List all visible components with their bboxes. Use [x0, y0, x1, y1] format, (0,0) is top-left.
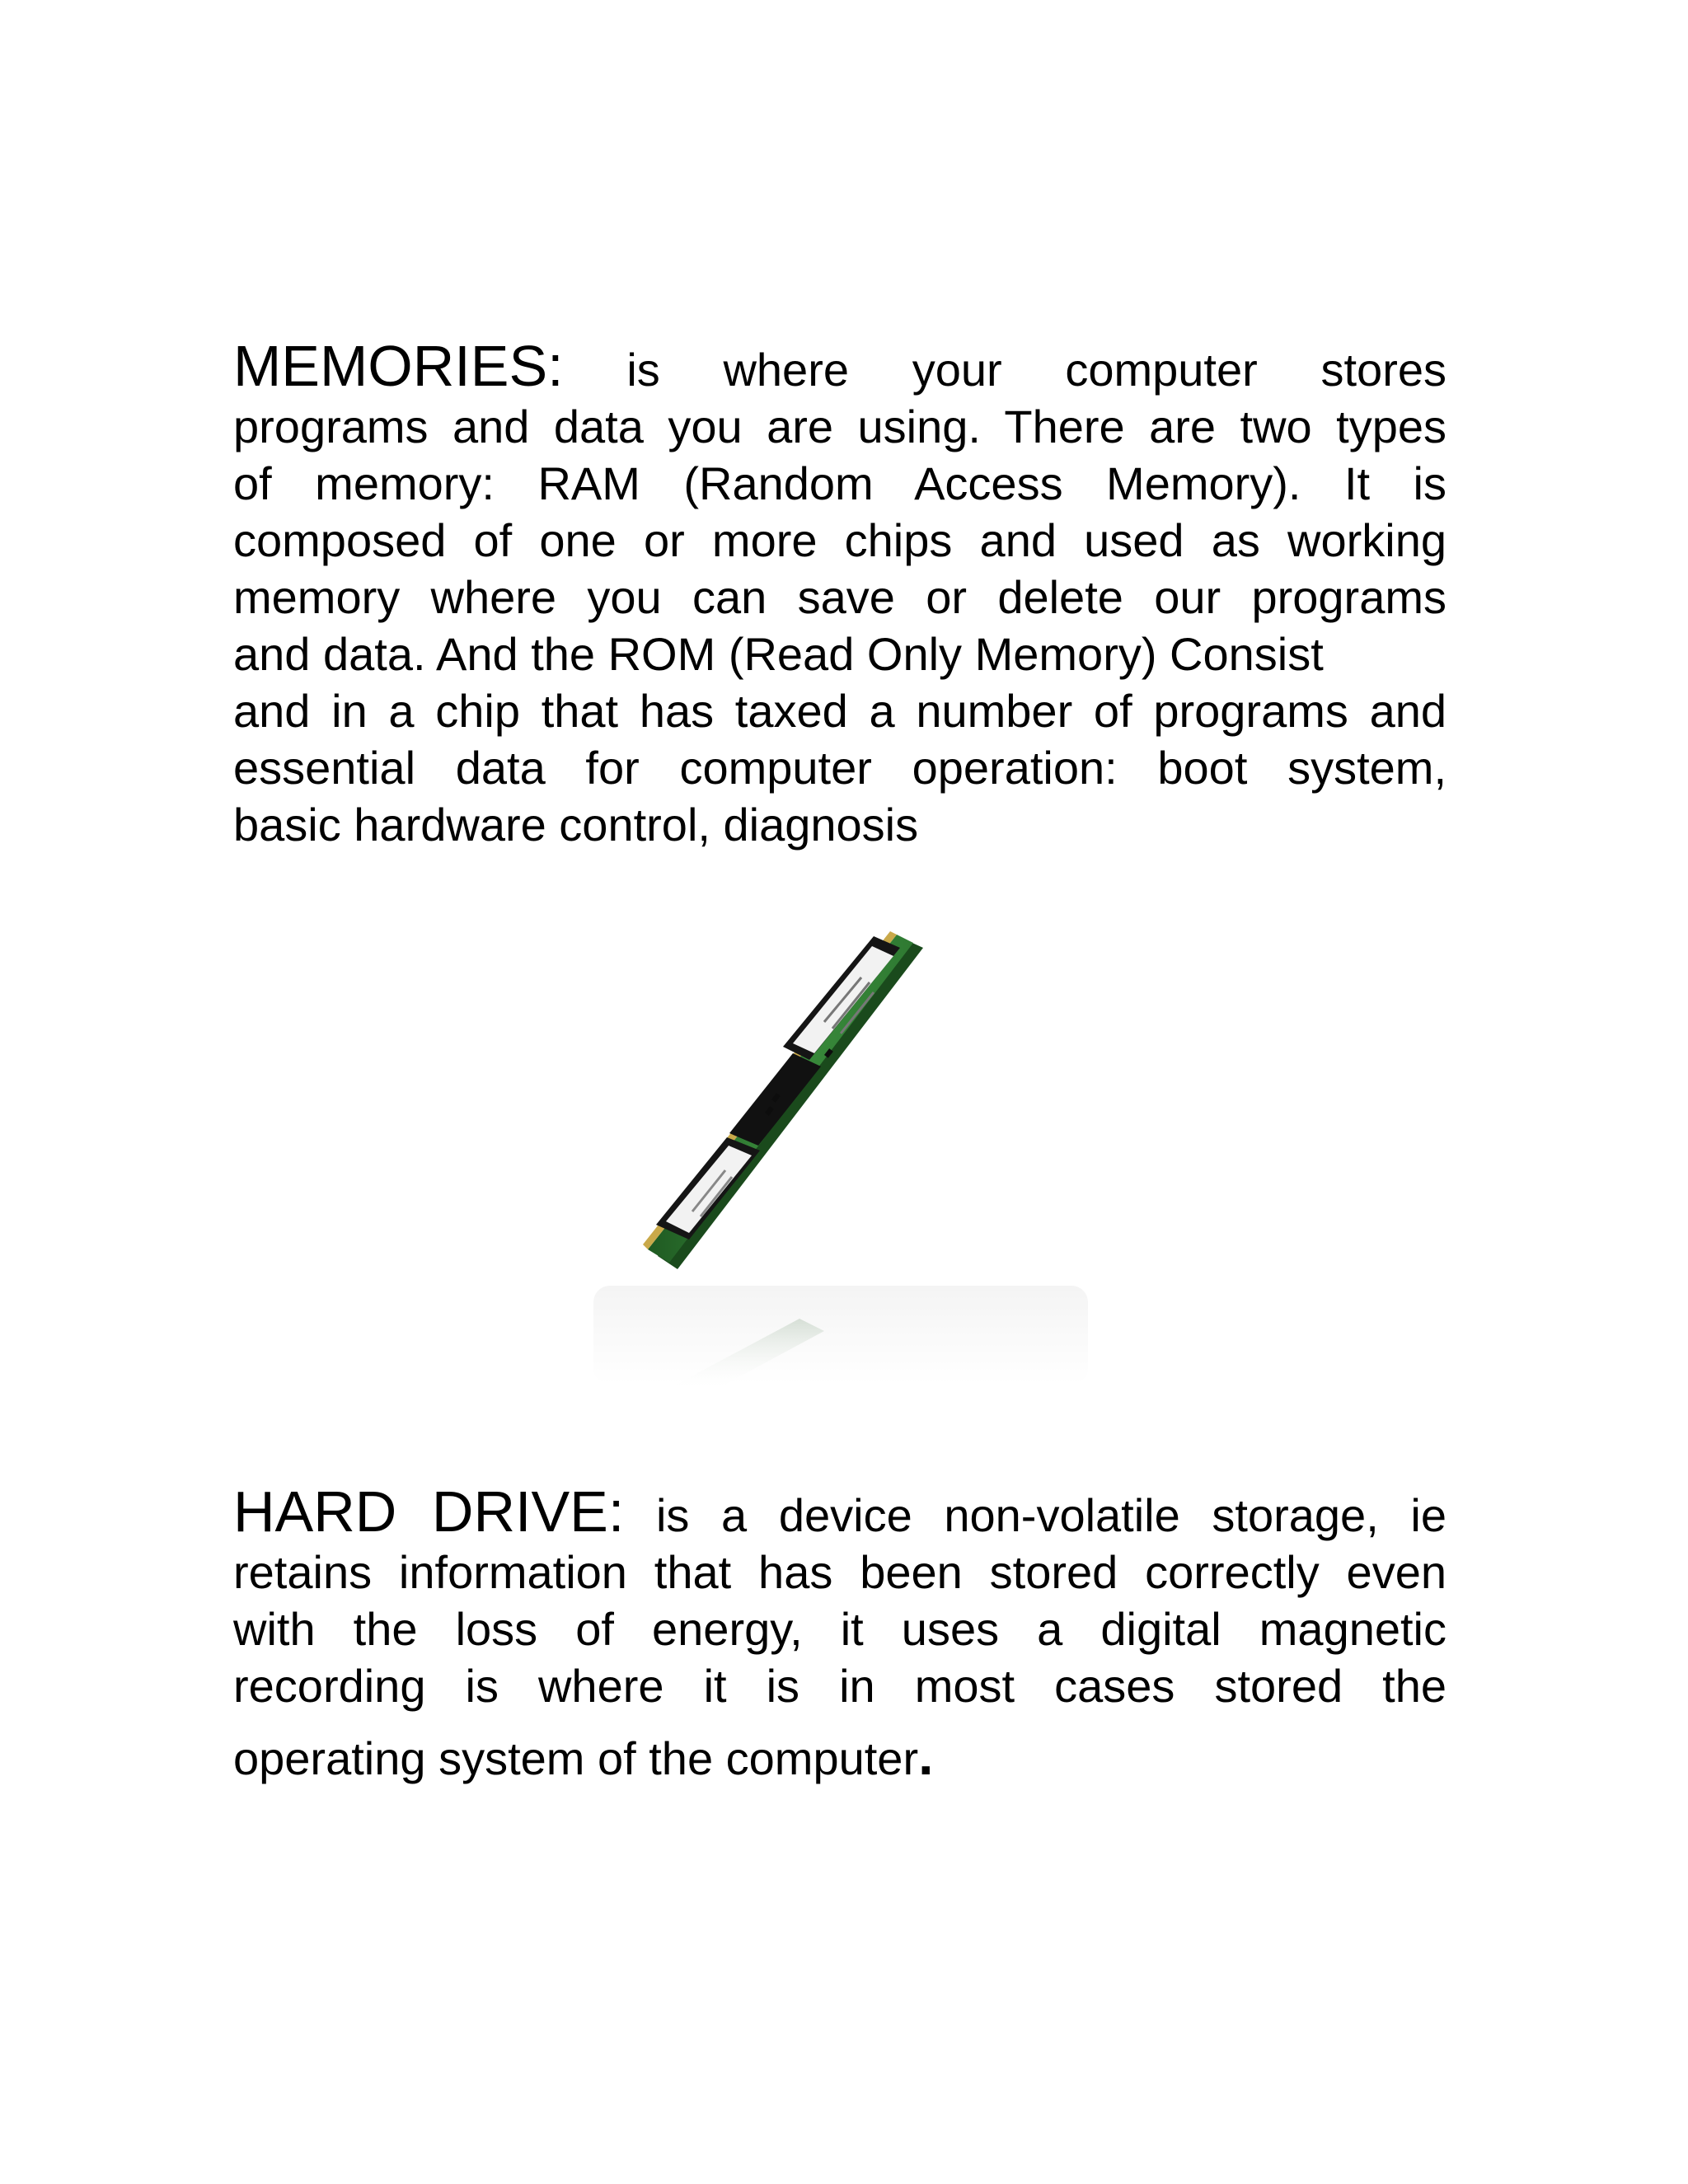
ram-module-figure	[577, 923, 1104, 1401]
hard-drive-line-4: recording is where it is in most cases stored the	[233, 1660, 1447, 1712]
memories-line-7: and in a chip that has taxed a number of programs and	[233, 685, 1447, 737]
memories-line-1: MEMORIES: is where your computer stores	[233, 334, 1447, 398]
memories-term: MEMORIES:	[233, 334, 564, 398]
hard-drive-final-period: .	[918, 1725, 934, 1786]
hard-drive-line-5: operating system of the computer.	[233, 1725, 934, 1786]
floor-shade	[593, 1286, 1088, 1385]
hard-drive-line-3: with the loss of energy, it uses a digital magnetic	[233, 1603, 1447, 1655]
memories-line-8: essential data for computer operation: boot system,	[233, 742, 1447, 794]
ram-module-icon	[577, 923, 1104, 1401]
memories-line-2: programs and data you are using. There are two types	[233, 401, 1447, 452]
hard-drive-line-2: retains information that has been stored correctly even	[233, 1546, 1447, 1598]
memories-line-6: and data. And the ROM (Read Only Memory) Consist	[233, 628, 1324, 680]
memories-line-3: of memory: RAM (Random Access Memory). It is	[233, 457, 1447, 509]
memories-line-9: basic hardware control, diagnosis	[233, 799, 919, 851]
memories-line-4: composed of one or more chips and used as working	[233, 514, 1447, 566]
hard-drive-line-1: HARD DRIVE: is a device non-volatile storage, ie	[233, 1479, 1447, 1544]
hard-drive-paragraph	[233, 1479, 1447, 1787]
memories-line-5: memory where you can save or delete our programs	[233, 571, 1447, 623]
memories-paragraph	[233, 334, 1447, 853]
hard-drive-term: HARD DRIVE:	[233, 1479, 625, 1544]
